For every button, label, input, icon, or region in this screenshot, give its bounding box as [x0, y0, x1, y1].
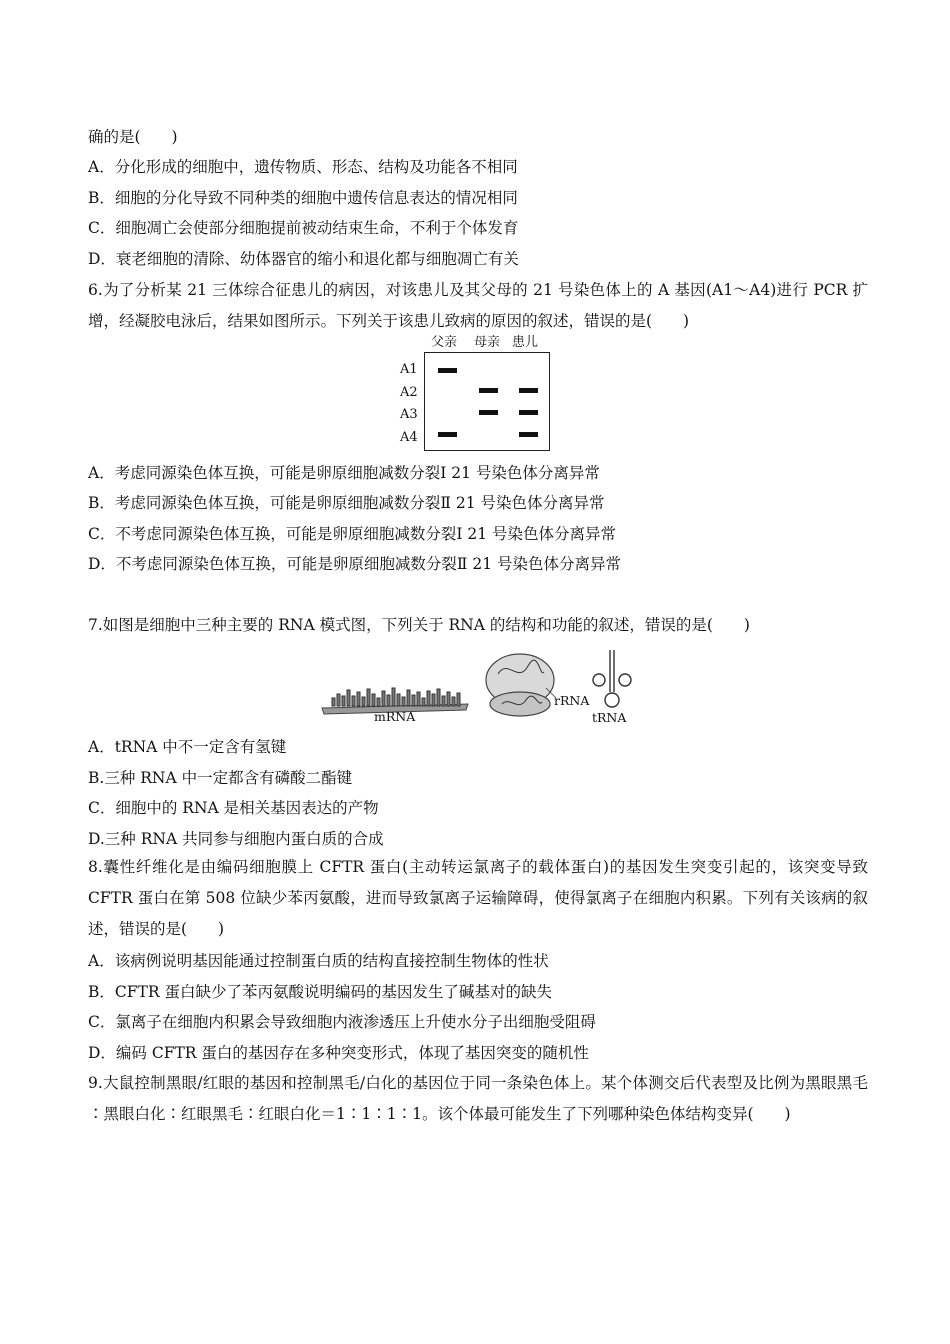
column-label-father: 父亲 [431, 335, 458, 350]
column-label-child: 患儿 [512, 335, 539, 350]
q7-option-a: A．tRNA 中不一定含有氢键 [88, 738, 287, 756]
band-child-a4 [519, 432, 538, 437]
rrna-label: rRNA [554, 693, 590, 708]
q5-stem-tail: 确的是( ) [88, 128, 178, 146]
q6-stem: 6.为了分析某 21 三体综合征患儿的病因，对该患儿及其父母的 21 号染色体上的 A 基因(A1～A4)进行 PCR 扩增，经凝胶电泳后，结果如图所示。下列关于该患儿致病的原因的叙述，错误的是( ) [88, 281, 868, 330]
q5-option-d: D．衰老细胞的清除、幼体器官的缩小和退化都与细胞凋亡有关 [88, 250, 519, 268]
q6-option-a: A．考虑同源染色体互换，可能是卵原细胞减数分裂Ⅰ 21 号染色体分离异常 [88, 464, 600, 482]
q9-stem: 9.大鼠控制黑眼/红眼的基因和控制黑毛/白化的基因位于同一条染色体上。某个体测交后代表型及比例为黑眼黑毛∶黑眼白化∶红眼黑毛∶红眼白化＝1∶1∶1∶1。该个体最可能发生了下列哪种染色体结构变异( ) [88, 1074, 868, 1123]
q5-option-c: C．细胞凋亡会使部分细胞提前被动结束生命，不利于个体发育 [88, 219, 519, 237]
q6-option-c: C．不考虑同源染色体互换，可能是卵原细胞减数分裂Ⅰ 21 号染色体分离异常 [88, 525, 617, 543]
q7-option-d: D.三种 RNA 共同参与细胞内蛋白质的合成 [88, 830, 384, 848]
q8-option-c: C．氯离子在细胞内积累会导致细胞内液渗透压上升使水分子出细胞受阻碍 [88, 1013, 596, 1031]
q8-option-b: B．CFTR 蛋白缺少了苯丙氨酸说明编码的基因发生了碱基对的缺失 [88, 983, 552, 1001]
trna-shape [593, 650, 631, 707]
row-label-a2: A2 [400, 385, 418, 400]
band-mother-a2 [479, 388, 498, 393]
band-father-a4 [438, 432, 457, 437]
q7-stem: 7.如图是细胞中三种主要的 RNA 模式图，下列关于 RNA 的结构和功能的叙述，错误的是( ) [88, 616, 750, 634]
band-father-a1 [438, 368, 457, 373]
ribosome-shape [486, 654, 556, 716]
q6-option-d: D．不考虑同源染色体互换，可能是卵原细胞减数分裂Ⅱ 21 号染色体分离异常 [88, 555, 622, 573]
q8-option-d: D．编码 CFTR 蛋白的基因存在多种突变形式，体现了基因突变的随机性 [88, 1044, 589, 1062]
q7-option-c: C．细胞中的 RNA 是相关基因表达的产物 [88, 799, 379, 817]
q8-option-a: A．该病例说明基因能通过控制蛋白质的结构直接控制生物体的性状 [88, 952, 549, 970]
q7-option-b: B.三种 RNA 中一定都含有磷酸二酯键 [88, 769, 353, 787]
q5-option-b: B．细胞的分化导致不同种类的细胞中遗传信息表达的情况相同 [88, 189, 518, 207]
band-mother-a3 [479, 410, 498, 415]
q5-option-a: A．分化形成的细胞中，遗传物质、形态、结构及功能各不相同 [88, 158, 518, 176]
gel-electrophoresis-figure [398, 336, 558, 452]
row-label-a3: A3 [400, 407, 418, 422]
row-label-a1: A1 [400, 362, 418, 377]
q8-stem: 8.囊性纤维化是由编码细胞膜上 CFTR 蛋白(主动转运氯离子的载体蛋白)的基因发生突变引起的，该突变导致 CFTR 蛋白在第 508 位缺少苯丙氨酸，进而导致氯离子运输障碍，使得氯离子在细胞内积累。下列有关该病的叙述，错误的是( ) [88, 858, 868, 938]
mrna-label: mRNA [374, 709, 416, 724]
column-label-mother: 母亲 [474, 335, 501, 350]
row-label-a4: A4 [400, 430, 418, 445]
rna-model-figure [318, 644, 648, 730]
q6-option-b: B．考虑同源染色体互换，可能是卵原细胞减数分裂Ⅱ 21 号染色体分离异常 [88, 494, 605, 512]
band-child-a3 [519, 410, 538, 415]
trna-label: tRNA [592, 710, 627, 725]
band-child-a2 [519, 388, 538, 393]
